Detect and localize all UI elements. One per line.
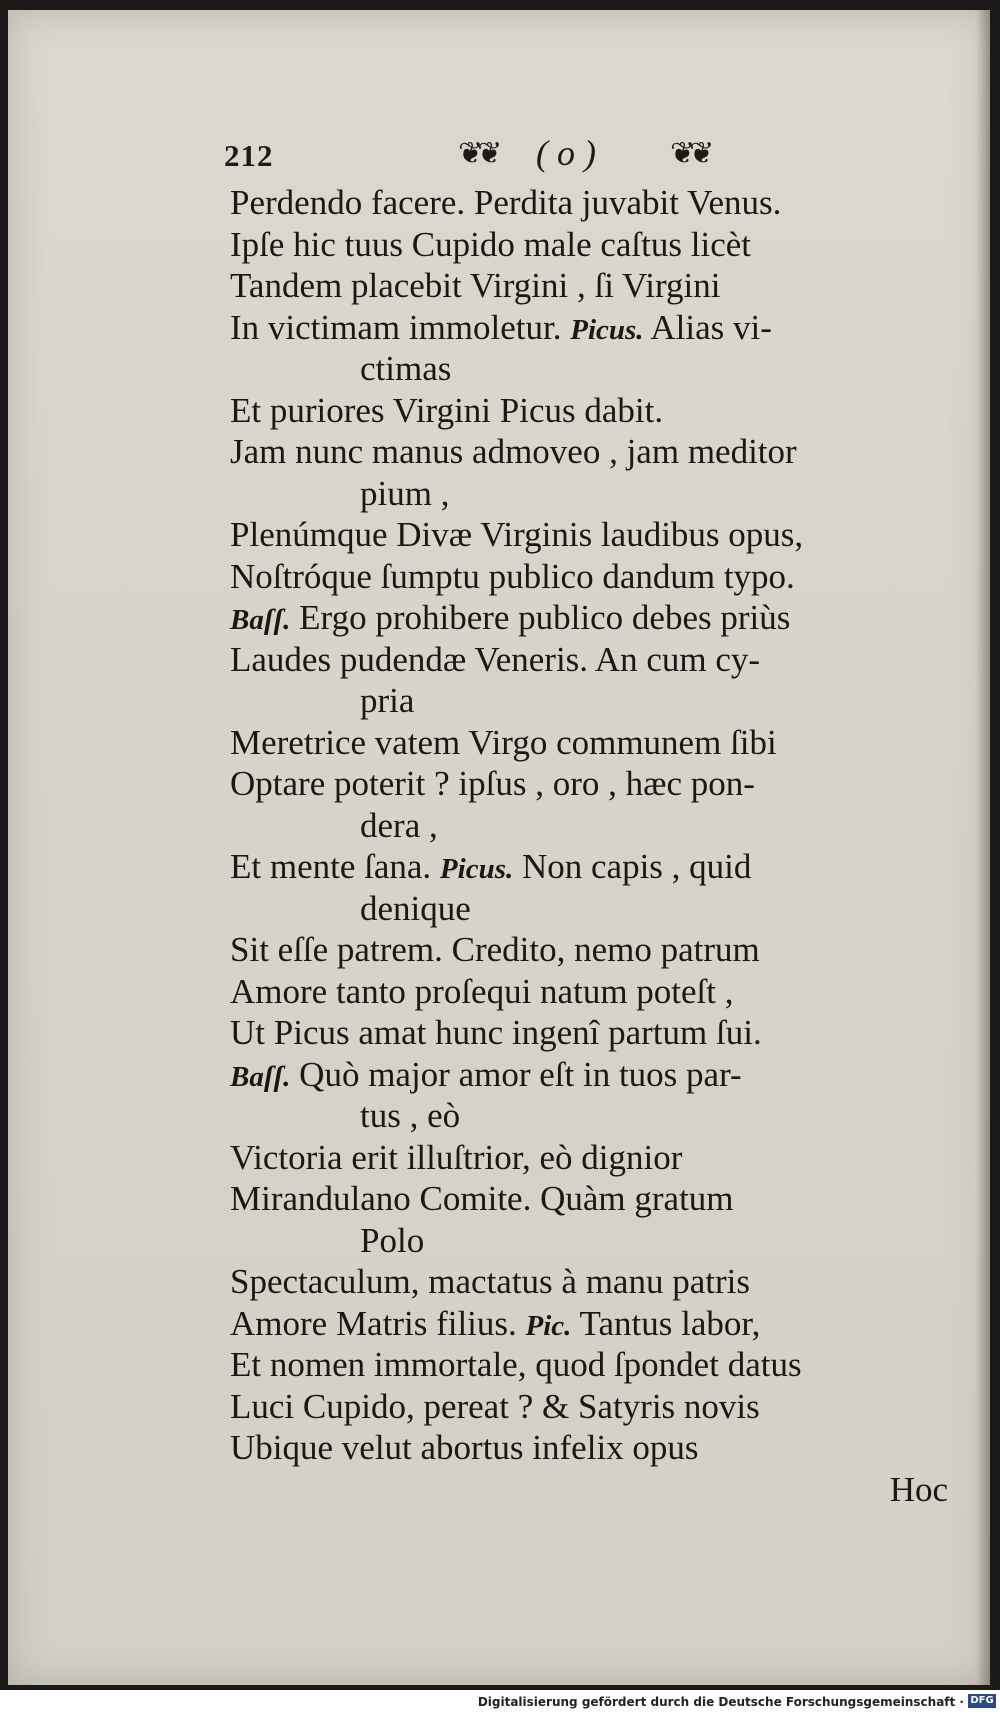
verse-text: Polo (360, 1220, 425, 1260)
verse-text: Laudes pudendæ Veneris. An cum cy- (230, 639, 761, 679)
page-number: 212 (224, 138, 274, 173)
speaker-label: Baſſ. (230, 604, 291, 636)
verse-text: In victimam immoletur. (230, 307, 571, 347)
verse-text: Sit eſſe patrem. Credito, nemo patrum (230, 930, 760, 969)
verse-line (230, 763, 970, 805)
verse-line (230, 639, 970, 681)
verse-text: Ipſe hic tuus Cupido male caſtus licèt (230, 224, 751, 264)
verse-text: Quò major amor eſt in tuos par- (290, 1054, 742, 1094)
verse-line (230, 514, 970, 556)
verse-line (230, 1344, 970, 1386)
footer-strip (0, 1690, 1000, 1715)
verse-line (230, 1261, 970, 1303)
verse-line (230, 805, 970, 847)
verse-text: Tantus labor, (571, 1303, 761, 1343)
verse-line (230, 556, 970, 598)
verse-text: Et puriores Virgini Picus dabit. (230, 390, 664, 430)
verse-text: Plenúmque Divæ Virginis laudibus opus, (230, 515, 804, 554)
verse-line (230, 888, 970, 930)
dfg-logo: DFG (968, 1694, 996, 1708)
verse-text: Alias vi- (643, 307, 772, 347)
verse-text: ctimas (360, 349, 452, 388)
verse-line (230, 1220, 970, 1262)
verse-line (230, 473, 970, 515)
speaker-label: Baſſ. (230, 1060, 291, 1093)
speaker-label: Picus. (439, 853, 514, 885)
verse-text: pria (360, 681, 415, 720)
verse-line (230, 680, 970, 722)
verse-text: pium , (360, 473, 450, 513)
verse-line (230, 929, 970, 971)
verse-text: Spectaculum, mactatus à manu patris (230, 1262, 750, 1301)
verse-text: Mirandulano Comite. Quàm gratum (230, 1179, 734, 1218)
verse-text: tus , eò (360, 1096, 461, 1135)
verse-line (230, 1427, 970, 1469)
book-page (8, 10, 990, 1685)
verse-text: Meretrice vatem Virgo communem ſibi (230, 722, 777, 762)
verse-text: Amore tanto proſequi natum poteſt , (230, 971, 734, 1011)
verse-text: Tandem placebit Virgini , ſi Virgini (230, 266, 721, 305)
ornament-left-icon: ❦❦ (458, 137, 497, 170)
verse-text: denique (360, 888, 471, 928)
verse-line (230, 1054, 970, 1096)
verse-line (230, 1303, 970, 1345)
catchword: Hoc (889, 1469, 948, 1509)
verse-line (230, 348, 970, 390)
verse-text: Noſtróque ſumptu publico dandum typo. (230, 556, 795, 596)
verse-line (230, 722, 970, 764)
verse-text: Perdendo facere. Perdita juvabit Venus. (230, 183, 782, 222)
verse-line (230, 1095, 970, 1137)
verse-text: Amore Matris filius. (230, 1303, 526, 1343)
verse-line (230, 224, 970, 266)
verse-line (230, 597, 970, 639)
verse-text: Victoria erit illuſtrior, eò dignior (230, 1137, 683, 1177)
verse-text: Optare poterit ? ipſus , oro , hæc pon- (230, 764, 755, 803)
verse-line (230, 1178, 970, 1220)
verse-text: Et nomen immortale, quod ſpondet datus (230, 1345, 802, 1384)
verse-line (230, 971, 970, 1013)
verse-text: Ut Picus amat hunc ingenî partum ſui. (230, 1013, 762, 1052)
verse-text: Ubique velut abortus infelix opus (230, 1428, 699, 1467)
verse-line (230, 390, 970, 432)
verse-line (230, 307, 970, 349)
verse-text: Jam nunc manus admoveo , jam meditor (230, 432, 797, 471)
verse-line (230, 265, 970, 307)
verse-line (230, 1012, 970, 1054)
verse-line (230, 182, 970, 224)
verse-text: Et mente ſana. (230, 847, 440, 886)
page-edge-shadow (976, 10, 990, 1685)
verse-line (230, 846, 970, 888)
digitization-credit: Digitalisierung gefördert durch die Deutsche Forschungsgemeinschaft · (477, 1695, 964, 1709)
verse-text: Luci Cupido, pereat ? & Satyris novis (230, 1386, 760, 1426)
verse-text-block (230, 182, 970, 1510)
verse-line (230, 1386, 970, 1428)
verse-line (230, 431, 970, 473)
speaker-label: Picus. (570, 313, 644, 346)
ornament-right-icon: ❦❦ (670, 137, 709, 170)
page-header (8, 128, 990, 178)
verse-text: Non capis , quid (513, 847, 752, 886)
running-head: ( o ) (536, 133, 596, 173)
verse-text: Ergo prohibere publico debes priùs (290, 598, 791, 637)
verse-text: dera , (360, 805, 438, 845)
speaker-label: Pic. (525, 1309, 572, 1342)
verse-line (230, 1137, 970, 1179)
